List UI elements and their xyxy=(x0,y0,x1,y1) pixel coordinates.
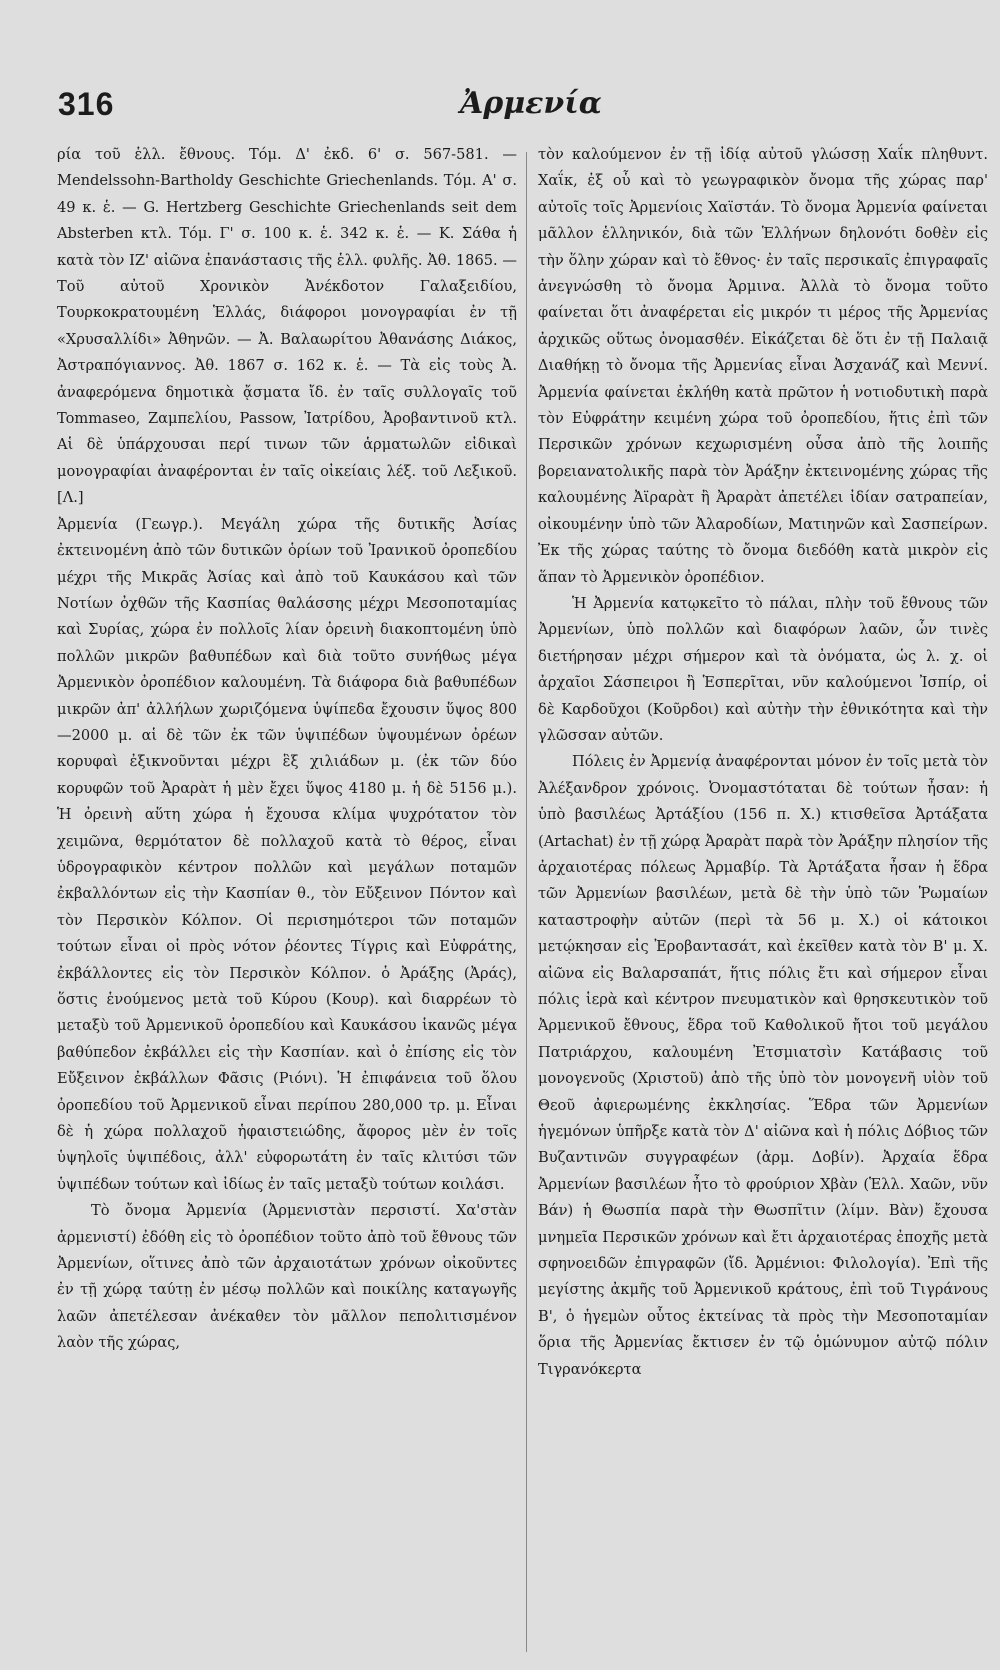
page-number: 316 xyxy=(58,86,115,122)
cities-paragraph: Πόλεις ἐν Ἀρμενίᾳ ἀναφέρονται μόνον ἐν τοῖς μετὰ τὸν Ἀλέξανδρον χρόνοις. Ὀνομαστόταται δὲ τούτων ἦσαν: ἡ ὑπὸ βασιλέως Ἀρτάξίου (156 π. Χ.) κτισθεῖσα Ἀρτάξατα (Artachat) ἐν τῇ χώρᾳ Ἀραρὰτ παρὰ τὸν Ἀράξην πλησίον τῆς ἀρχαιοτέρας πόλεως Ἀρμαβίρ. Τὰ Ἀρτάξατα ἦσαν ἡ ἕδρα τῶν Ἀρμενίων βασιλέων, μετὰ δὲ τὴν ὑπὸ τῶν Ῥωμαίων καταστροφὴν αὐτῶν (περὶ τὰ 56 μ. Χ.) οἱ κάτοικοι μετῴκησαν εἰς Ἐροβαντασάτ, καὶ ἐκεῖθεν κατὰ τὸν Β' μ. Χ. αἰῶνα εἰς Βαλαρσαπάτ, ἥτις πόλις ἔτι καὶ σήμερον εἶναι πόλις ἱερὰ καὶ κέντρον πνευματικὸν καὶ θρησκευτικὸν τοῦ Ἀρμενικοῦ ἔθνους, ἕδρα τοῦ Καθολικοῦ ἤτοι τοῦ μεγάλου Πατριάρχου, καλουμένη Ἐτσμιατσὶν Κατάβασις τοῦ μονογενοῦς (Χριστοῦ) ἀπὸ τῆς ὑπὸ τὸν μονογενῆ υἱὸν τοῦ Θεοῦ ἀφιερωμένης ἐκκλησίας. Ἕδρα τῶν Ἀρμενίων ἡγεμόνων ὑπῆρξε κατὰ τὸν Δ' αἰῶνα καὶ ἡ πόλις Δόβιος τῶν Βυζαντινῶν συγγραφέων (ἀρμ. Δοβίν). Ἀρχαία ἕδρα Ἀρμενίων βασιλέων ἦτο τὸ φρούριον Χβὰν (Ἑλλ. Χαῶν, νῦν Βάν) ἡ Θωσπία παρὰ τὴν Θωσπῖτιν (λίμν. Βὰν) ἔχουσα μνημεῖα Περσικῶν χρόνων καὶ ἔτι ἀρχαιοτέρας ἐποχῆς μετὰ σφηνοειδῶν ἐπιγραφῶν (ἴδ. Ἀρμένιοι: Φιλολογία). Ἐπὶ τῆς μεγίστης ἀκμῆς τοῦ Ἀρμενικοῦ κράτους, ἐπὶ τοῦ Τιγράνους Β', ὁ ἡγεμὼν οὗτος ἐκτείνας τὰ πρὸς τὴν Μεσοποταμίαν ὅρια τῆς Ἀρμενίας ἔκτισεν ἐν τῷ ὁμώνυμον αὐτῷ πόλιν Τιγρανόκερτα xyxy=(538,753,988,1378)
running-head: Ἀρμενία xyxy=(460,86,602,121)
peoples-paragraph: Ἡ Ἀρμενία κατῳκεῖτο τὸ πάλαι, πλὴν τοῦ ἔθνους τῶν Ἀρμενίων, ὑπὸ πολλῶν καὶ διαφόρων λαῶν, ὧν τινὲς διετήρησαν μέχρι σήμερον καὶ τὰ ὀνόματα, ὡς λ. χ. οἱ ἀρχαῖοι Σάσπειροι ἢ Ἑσπερῖται, νῦν καλούμενοι Ἰσπίρ, οἱ δὲ Καρδοῦχοι (Κοῦρδοι) καὶ αὐτὴν τὴν ἐθνικότητα καὶ τὴν γλῶσσαν αὐτῶν. xyxy=(538,594,988,744)
page-header xyxy=(58,86,978,126)
left-column xyxy=(57,142,517,1652)
right-column xyxy=(538,142,988,1652)
name-origin-paragraph: Τὸ ὄνομα Ἀρμενία (Ἀρμενιστὰν περσιστί. Χα'στὰν ἀρμενιστί) ἐδόθη εἰς τὸ ὀροπέδιον τοῦτο ἀπὸ τοῦ ἔθνους τῶν Ἀρμενίων, οἵτινες ἀπὸ τῶν ἀρχαιοτάτων χρόνων οἰκοῦντες ἐν τῇ χώρᾳ ταύτῃ ἐν μέσῳ πολλῶν καὶ ποικίλης καταγωγῆς λαῶν ἀπετέλεσαν ἀνέκαθεν τὸν μᾶλλον πεπολιτισμένον λαὸν τῆς χώρας, xyxy=(57,1202,517,1352)
column-divider xyxy=(526,152,527,1652)
name-continuation-paragraph: τὸν καλούμενον ἐν τῇ ἰδίᾳ αὐτοῦ γλώσσῃ Χαΐκ πληθυντ. Χαΐκ, ἐξ οὗ καὶ τὸ γεωγραφικὸν ὄνομα τῆς χώρας παρ' αὐτοῖς τοῖς Ἀρμενίοις Χαϊστάν. Τὸ ὄνομα Ἀρμενία φαίνεται μᾶλλον ἑλληνικόν, διὰ τῶν Ἑλλήνων δηλονότι δοθὲν εἰς τὴν ὅλην χώραν καὶ τὸ ἔθνος· ἐν ταῖς περσικαῖς ἐπιγραφαῖς ἀνεγνώσθη τὸ ὄνομα Ἀρμινα. Ἀλλὰ τὸ ὄνομα τοῦτο φαίνεται ὅτι ἀναφέρεται εἰς μικρόν τι μέρος τῆς Ἀρμενίας ἀρχικῶς οὕτως ὀνομασθέν. Εἰκάζεται δὲ ὅτι ἐν τῇ Παλαιᾷ Διαθήκῃ τὸ ὄνομα τῆς Ἀρμενίας εἶναι Ἀσχανάζ καὶ Μεννί. Ἀρμενία φαίνεται ἐκλήθη κατὰ πρῶτον ἡ νοτιοδυτικὴ παρὰ τὸν Εὐφράτην κειμένη χώρα τοῦ ὀροπεδίου, ἥτις ἐπὶ τῶν Περσικῶν χρόνων κεχωρισμένη οὖσα ἀπὸ τῆς λοιπῆς βορειανατολικῆς παρὰ τὸν Ἀράξην ἐκτεινομένης χώρας τῆς καλουμένης Ἀϊραρὰτ ἢ Ἀραρὰτ ἀπετέλει ἰδίαν σατραπείαν, οἰκουμένην ὑπὸ τῶν Ἀλαροδίων, Ματιηνῶν καὶ Σασπείρων. Ἐκ τῆς χώρας ταύτης τὸ ὄνομα διεδόθη κατὰ μικρὸν εἰς ἅπαν τὸ Ἀρμενικὸν ὀροπέδιον. xyxy=(538,146,988,586)
entry-armenia-geography: Ἀρμενία (Γεωγρ.). Μεγάλη χώρα τῆς δυτικῆς Ἀσίας ἐκτεινομένη ἀπὸ τῶν δυτικῶν ὁρίων τοῦ Ἰρανικοῦ ὀροπεδίου μέχρι τῆς Μικρᾶς Ἀσίας καὶ ἀπὸ τοῦ Καυκάσου καὶ τῶν Νοτίων ὀχθῶν τῆς Κασπίας θαλάσσης μέχρι Μεσοποταμίας καὶ Συρίας, χώρα ἐν πολλοῖς λίαν ὀρεινὴ διακοπτομένη ὑπὸ πολλῶν μικρῶν βαθυπέδων καὶ διὰ τοῦτο συνήθως μέγα Ἀρμενικὸν ὀροπέδιον καλουμένη. Τὰ διάφορα διὰ βαθυπέδων μικρῶν ἀπ' ἀλλήλων χωριζόμενα ὑψίπεδα ἔχουσιν ὕψος 800—2000 μ. αἱ δὲ τῶν ἐκ τῶν ὑψιπέδων ὑψουμένων ὀρέων κορυφαὶ ἐξικνοῦνται μέχρι ἓξ χιλιάδων μ. (ἐκ τῶν δύο κορυφῶν τοῦ Ἀραρὰτ ἡ μὲν ἔχει ὕψος 4180 μ. ἡ δὲ 5156 μ.). Ἡ ὀρεινὴ αὕτη χώρα ἡ ἔχουσα κλίμα ψυχρότατον τὸν χειμῶνα, θερμότατον δὲ πολλαχοῦ κατὰ τὸ θέρος, εἶναι ὑδρογραφικὸν κέντρον πολλῶν καὶ μεγάλων ποταμῶν ἐκβαλλόντων εἰς τὴν Κασπίαν θ., τὸν Εὔξεινον Πόντον καὶ τὸν Περσικὸν Κόλπον. Οἱ περισημότεροι τῶν ποταμῶν τούτων εἶναι οἱ πρὸς νότον ῥέοντες Τίγρις καὶ Εὐφράτης, ἐκβάλλοντες εἰς τὸν Περσικὸν Κόλπον. ὁ Ἀράξης (Ἀράς), ὅστις ἑνούμενος μετὰ τοῦ Κύρου (Κουρ). καὶ διαρρέων τὸ μεταξὺ τοῦ Ἀρμενικοῦ ὀροπεδίου καὶ Καυκάσου ἱκανῶς μέγα βαθύπεδον ἐκβάλλει εἰς τὴν Κασπίαν. καὶ ὁ ἐπίσης εἰς τὸν Εὔξεινον ἐκβάλλων Φᾶσις (Ριόνι). Ἡ ἐπιφάνεια τοῦ ὅλου ὀροπεδίου τοῦ Ἀρμενικοῦ εἶναι περίπου 280,000 τρ. μ. Εἶναι δὲ ἡ χώρα πολλαχοῦ ἡφαιστειώδης, ἄφορος μὲν ἐν τοῖς ὑψηλοῖς ὑψιπέδοις, ἀλλ' εὐφορωτάτη ἐν ταῖς κλιτύσι τῶν ὑψιπέδων τούτων καὶ ἰδίως ἐν ταῖς μεταξὺ τούτων κοιλάσι. xyxy=(57,515,517,1193)
bibliography-paragraph: ρία τοῦ ἑλλ. ἔθνους. Τόμ. Δ' ἐκδ. 6' σ. 567-581. — Mendelssohn-Bartholdy Geschichte Griechenlands. Τόμ. Α' σ. 49 κ. ἑ. — G. Hertzberg Geschichte Griechenlands seit dem Absterben κτλ. Τόμ. Γ' σ. 100 κ. ἑ. 342 κ. ἑ. — Κ. Σάθα ἡ κατὰ τὸν ΙΖ' αἰῶνα ἐπανάστασις τῆς ἑλλ. φυλῆς. Ἀθ. 1865. — Τοῦ αὐτοῦ Χρονικὸν Ἀνέκδοτον Γαλαξειδίου, Τουρκοκρατουμένη Ἑλλάς, διάφοροι μονογραφίαι ἐν τῇ «Χρυσαλλίδι» Ἀθηνῶν. — Ἀ. Βαλαωρίτου Ἀθανάσης Διάκος, Ἀστραπόγιαννος. Ἀθ. 1867 σ. 162 κ. ἑ. — Τὰ εἰς τοὺς Ἀ. ἀναφερόμενα δημοτικὰ ᾄσματα ἴδ. ἐν ταῖς συλλογαῖς τοῦ Tommaseo, Ζαμπελίου, Passow, Ἰατρίδου, Ἀροβαντινοῦ κτλ. Αἱ δὲ ὑπάρχουσαι περί τινων τῶν ἁρματωλῶν εἰδικαὶ μονογραφίαι ἀναφέρονται ἐν ταῖς οἰκείαις λέξ. τοῦ Λεξικοῦ. [Λ.] xyxy=(57,146,517,507)
